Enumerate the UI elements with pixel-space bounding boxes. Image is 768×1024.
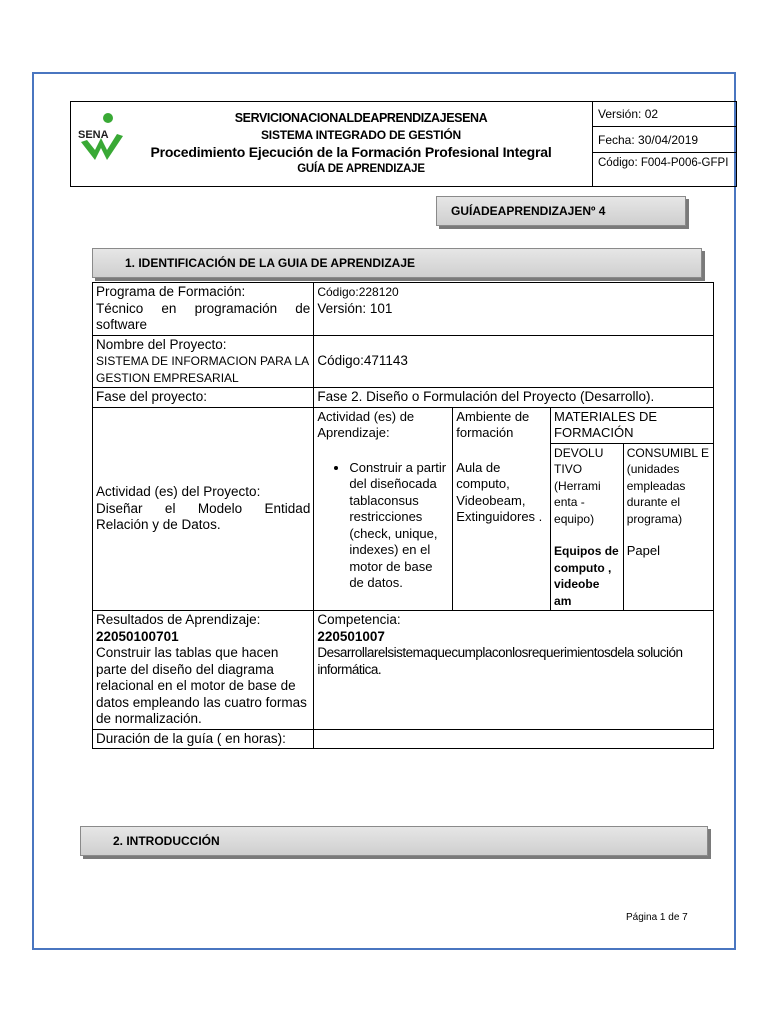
activity-subtable: [314, 408, 713, 611]
materials-label: MATERIALES DE FORMACIÓN: [551, 408, 713, 444]
program-code: Código:228120: [317, 285, 399, 299]
table-row: [93, 729, 714, 749]
project-code: Código:471143: [317, 353, 408, 368]
date-cell: Fecha: 30/04/2019: [593, 127, 736, 153]
section-1-title: 1. IDENTIFICACIÓN DE LA GUIA DE APRENDIZAJE: [92, 248, 702, 278]
section-2-title: 2. INTRODUCCIÓN: [80, 826, 708, 856]
phase-value: Fase 2. Diseño o Formulación del Proyecto (Desarrollo).: [314, 388, 714, 408]
doc-type: GUÍA DE APRENDIZAJE: [297, 163, 425, 175]
sena-logo: [75, 108, 127, 170]
system-name: SISTEMA INTEGRADO DE GESTIÓN: [261, 128, 461, 142]
document-header: [70, 101, 737, 187]
competence-value: Desarrollarelsistemaquecumplaconlosrequerimientosdela solución informática.: [317, 645, 683, 677]
project-activity-label: Actividad (es) del Proyecto:: [96, 484, 261, 499]
version-cell: Versión: 02: [593, 102, 736, 127]
header-title-cell: [71, 102, 593, 186]
page-number: Página 1 de 7: [626, 912, 688, 923]
table-row: [93, 388, 714, 408]
returnable-value: Equipos de computo , videobe am: [554, 544, 619, 608]
competence-label: Competencia:: [317, 612, 401, 627]
consumable-value: Papel: [626, 543, 660, 558]
phase-label: Fase del proyecto:: [93, 388, 314, 408]
org-name: SERVICIONACIONALDEAPRENDIZAJESENA: [234, 111, 488, 125]
returnable-label: DEVOLU TIVO (Herrami enta - equipo): [554, 445, 604, 526]
program-version: Versión: 101: [317, 300, 393, 316]
learning-activity-label: Actividad (es) de Aprendizaje:: [317, 408, 415, 440]
identification-table: [92, 282, 714, 749]
guide-number-bar: GUÍADEAPRENDIZAJENº 4: [436, 196, 686, 226]
program-label: Programa de Formación:: [96, 284, 246, 299]
results-code: 22050100701: [96, 628, 179, 644]
project-activity-value: Diseñar el Modelo Entidad Relación y de Datos.: [96, 500, 311, 532]
results-label: Resultados de Aprendizaje:: [96, 612, 261, 627]
environment-value: Aula de computo, Videobeam, Extinguidores .: [456, 459, 543, 524]
learning-activity-item: • Construir a partir del diseñocada tablaconsus restricciones (check, unique, indexes) en el motor de base de datos.: [349, 460, 449, 592]
svg-text:SENA: SENA: [78, 129, 109, 141]
program-name: Técnico en programación de software: [96, 300, 311, 332]
procedure-name: Procedimiento Ejecución de la Formación Profesional Integral: [150, 144, 552, 160]
results-value: Construir las tablas que hacen parte del diseño del diagrama relacional en el motor de base de datos empleando las cuatro formas de normalización.: [96, 645, 307, 726]
code-cell: Código: F004-P006-GFPI: [598, 157, 729, 169]
consumable-label: CONSUMIBL E (unidades empleadas durante el programa): [626, 445, 709, 526]
project-name: SISTEMA DE INFORMACION PARA LA GESTION EMPRESARIAL: [96, 354, 309, 385]
competence-code: 220501007: [317, 628, 385, 644]
project-label: Nombre del Proyecto:: [96, 336, 227, 352]
duration-value: [314, 729, 714, 749]
table-row: [93, 283, 714, 336]
environment-label: Ambiente de formación: [456, 408, 530, 440]
header-meta-cell: [593, 102, 736, 186]
duration-label: Duración de la guía ( en horas):: [93, 729, 314, 749]
table-row: [93, 611, 714, 730]
table-row: [93, 335, 714, 388]
table-row: [93, 407, 714, 611]
